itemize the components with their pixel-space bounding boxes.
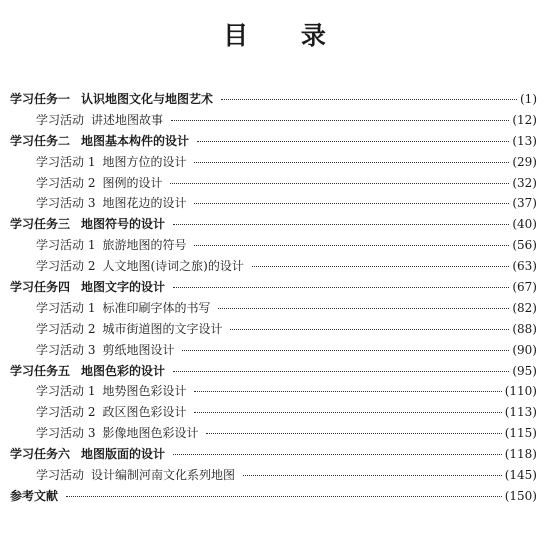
toc-entry-label: 学习活动 1 (36, 384, 96, 399)
toc-entry-activity[interactable] (10, 193, 537, 214)
toc-entry-task-6[interactable] (10, 444, 537, 465)
toc-dot-leader (194, 412, 501, 413)
toc-entry-label: 学习任务三 (10, 217, 71, 232)
toc-page-number: (118) (504, 447, 537, 462)
toc-page-number: (32) (512, 175, 537, 190)
toc-page-number: (145) (504, 468, 537, 483)
toc-dot-leader (221, 99, 517, 100)
toc-page-number: (67) (512, 280, 537, 295)
toc-entry-label: 学习活动 1 (36, 300, 96, 315)
toc-page-number: (13) (512, 133, 537, 148)
toc-entry-label: 学习活动 3 (36, 426, 96, 441)
toc-entry-title: 图例的设计 (102, 175, 163, 190)
toc-entry-activity[interactable] (10, 110, 537, 131)
toc-entry-label: 学习活动 2 (36, 259, 96, 274)
toc-entry-label: 学习活动 2 (36, 405, 96, 420)
toc-page-number: (12) (512, 112, 537, 127)
toc-page-number: (63) (512, 259, 537, 274)
page-title: 目 录 (223, 21, 348, 50)
toc-entry-activity[interactable] (10, 319, 537, 340)
toc-entry-title: 设计编制河南文化系列地图 (91, 468, 236, 483)
toc-entry-activity[interactable] (10, 423, 537, 444)
toc-entry-label: 学习任务二 (10, 133, 71, 148)
toc-entry-label: 参考文献 (10, 488, 59, 503)
toc-dot-leader (197, 141, 509, 142)
toc-entry-activity[interactable] (10, 298, 537, 319)
toc-dot-leader (194, 245, 509, 246)
toc-entry-activity[interactable] (10, 173, 537, 194)
toc-entry-task-3[interactable] (10, 214, 537, 235)
toc-entry-label: 学习任务四 (10, 280, 71, 295)
toc-dot-leader (173, 287, 509, 288)
toc-entry-title: 地图版面的设计 (81, 447, 166, 462)
toc-entry-title: 地图文字的设计 (81, 280, 166, 295)
toc-entry-label: 学习活动 1 (36, 238, 96, 253)
toc-entry-references[interactable] (10, 486, 537, 507)
toc-dot-leader (182, 350, 509, 351)
toc-dot-leader (171, 120, 509, 121)
toc-dot-leader (194, 391, 501, 392)
toc-entry-title: 讲述地图故事 (91, 112, 164, 127)
toc-entry-label: 学习活动 1 (36, 154, 96, 169)
toc-entry-title: 地势图色彩设计 (102, 384, 187, 399)
toc-entry-title: 地图符号的设计 (81, 217, 166, 232)
toc-dot-leader (170, 183, 509, 184)
toc-dot-leader (194, 203, 509, 204)
toc-entry-title: 人文地图(诗词之旅)的设计 (102, 259, 244, 274)
toc-page-number: (113) (504, 405, 537, 420)
toc-entry-title: 剪纸地图设计 (102, 342, 175, 357)
toc-entry-title: 标准印刷字体的书写 (102, 300, 211, 315)
toc-entry-activity[interactable] (10, 152, 537, 173)
toc-entry-label: 学习活动 (36, 112, 85, 127)
table-of-contents (10, 89, 537, 507)
toc-entry-title: 地图方位的设计 (102, 154, 187, 169)
toc-entry-title: 地图色彩的设计 (81, 363, 166, 378)
toc-dot-leader (173, 454, 502, 455)
toc-entry-task-5[interactable] (10, 361, 537, 382)
toc-entry-activity[interactable] (10, 256, 537, 277)
toc-entry-label: 学习活动 (36, 468, 85, 483)
toc-entry-title: 影像地图色彩设计 (102, 426, 199, 441)
toc-page-number: (90) (512, 342, 537, 357)
toc-entry-title: 地图花边的设计 (102, 196, 187, 211)
toc-entry-activity[interactable] (10, 402, 537, 423)
toc-page-number: (95) (512, 363, 537, 378)
toc-dot-leader (252, 266, 510, 267)
toc-dot-leader (173, 224, 509, 225)
toc-entry-title: 旅游地图的符号 (102, 238, 187, 253)
toc-entry-activity[interactable] (10, 381, 537, 402)
toc-entry-label: 学习活动 2 (36, 175, 96, 190)
toc-entry-label: 学习任务六 (10, 447, 71, 462)
toc-entry-activity[interactable] (10, 235, 537, 256)
toc-entry-label: 学习活动 2 (36, 321, 96, 336)
toc-entry-task-1[interactable] (10, 89, 537, 110)
toc-page-number: (37) (512, 196, 537, 211)
toc-entry-title: 城市街道图的文字设计 (102, 321, 223, 336)
toc-page-number: (82) (512, 300, 537, 315)
toc-page-number: (88) (512, 321, 537, 336)
toc-page-number: (110) (504, 384, 537, 399)
toc-page-number: (115) (504, 426, 537, 441)
toc-page-number: (150) (504, 488, 537, 503)
toc-page-number: (40) (512, 217, 537, 232)
toc-entry-activity[interactable] (10, 340, 537, 361)
toc-page-number: (29) (512, 154, 537, 169)
toc-entry-activity[interactable] (10, 465, 537, 486)
toc-dot-leader (66, 496, 502, 497)
toc-entry-label: 学习活动 3 (36, 196, 96, 211)
toc-entry-label: 学习活动 3 (36, 342, 96, 357)
toc-entry-label: 学习任务五 (10, 363, 71, 378)
toc-page-number: (1) (520, 92, 537, 106)
toc-page-number: (56) (512, 238, 537, 253)
toc-dot-leader (230, 329, 509, 330)
toc-entry-task-2[interactable] (10, 131, 537, 152)
toc-dot-leader (206, 433, 501, 434)
toc-entry-title: 政区图色彩设计 (102, 405, 187, 420)
toc-dot-leader (173, 371, 509, 372)
toc-entry-title: 地图基本构件的设计 (81, 133, 190, 148)
toc-entry-label: 学习任务一 (10, 92, 71, 106)
toc-dot-leader (243, 475, 502, 476)
toc-entry-title: 认识地图文化与地图艺术 (81, 92, 214, 106)
toc-entry-task-4[interactable] (10, 277, 537, 298)
toc-dot-leader (218, 308, 509, 309)
toc-dot-leader (194, 162, 509, 163)
